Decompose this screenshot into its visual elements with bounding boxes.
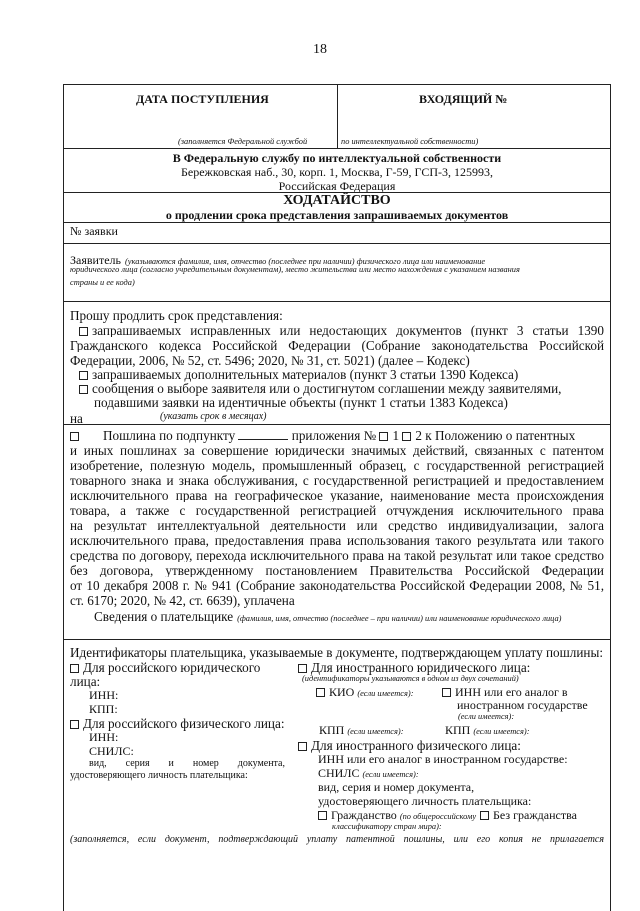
kpp-b-note: (если имеется): xyxy=(473,727,530,736)
checkbox-applicant-choice[interactable] xyxy=(79,385,88,394)
checkbox-appendix-1[interactable] xyxy=(379,432,388,441)
fee-line-1c: 1 xyxy=(392,428,400,443)
applicant-note-2: юридического лица (согласно учредительным документам), место жительства или место нахождения с указанием названия xyxy=(70,265,520,274)
applicant-note-1: (указываются фамилия, имя, отчество (последнее при наличии) физического лица или наименование xyxy=(124,257,486,266)
checkbox-foreign-person[interactable] xyxy=(298,742,307,751)
address-line-1: В Федеральную службу по интеллектуальной собственности xyxy=(172,151,502,165)
checkbox-corrected-docs[interactable] xyxy=(79,327,88,336)
request-option-3-line-2: подавшими заявки на идентичные объекты (пункт 1 статьи 1383 Кодекса) xyxy=(94,395,508,410)
ru-legal-kpp-label: КПП: xyxy=(89,702,118,716)
fee-line-4: товарного знака и знака обслуживания, с государственной регистрацией и предоставлением xyxy=(70,474,604,488)
fee-line-1d: 2 к Положению о патентных xyxy=(415,428,576,443)
inn-foreign-label: ИНН или его аналог в xyxy=(455,685,568,699)
inn-foreign-note: (если имеется): xyxy=(458,712,515,721)
ru-legal-label: Для российского юридического xyxy=(83,660,261,675)
fee-line-7: на результат интеллектуальной деятельности или средство индивидуализации, залога xyxy=(70,519,604,533)
request-intro: Прошу продлить срок представления: xyxy=(70,308,283,323)
payer-label: Сведения о плательщике xyxy=(94,609,234,624)
petition-title: ХОДАТАЙСТВО xyxy=(283,193,391,208)
fee-subparagraph-input[interactable] xyxy=(238,439,288,440)
ru-person-inn-label: ИНН: xyxy=(89,730,119,744)
checkbox-stateless[interactable] xyxy=(480,811,489,820)
fee-line-10: без договора, утвержденному постановлением Правительства Российской Федерации xyxy=(70,564,604,578)
foreign-person-doc-label-2: удостоверяющего личность плательщика: xyxy=(318,794,532,808)
kio-label: КИО xyxy=(329,685,355,699)
request-option-1-line-1: запрашиваемых исправленных или недостающих документов (пункт 3 статьи 1390 xyxy=(92,324,604,338)
ru-person-doc-label-2: удостоверяющего личность плательщика: xyxy=(70,770,248,781)
fee-line-3: изобретение, полезную модель, промышленный образец, с государственной регистрацией xyxy=(70,459,604,473)
kpp-a-label: КПП xyxy=(319,723,345,737)
kpp-b-label: КПП xyxy=(445,723,471,737)
ru-legal-label-2: лица: xyxy=(70,674,101,689)
fee-line-2: и иных пошлинах за совершение юридически значимых действий, связанных с патентом xyxy=(70,444,604,458)
inn-foreign-label-2: иностранном государстве xyxy=(457,698,588,712)
fee-line-1a: Пошлина по подпункту xyxy=(103,428,236,443)
stateless-label: Без гражданства xyxy=(493,808,577,822)
header-divider xyxy=(337,85,338,148)
checkbox-fee-paid[interactable] xyxy=(70,432,79,441)
footer-note: (заполняется, если документ, подтверждающий уплату патентной пошлины, или его копия не прилагается xyxy=(70,835,604,845)
checkbox-inn-foreign[interactable] xyxy=(442,688,451,697)
address-line-3: Российская Федерация xyxy=(278,179,396,193)
citizenship-note: (по общероссийскому xyxy=(399,812,477,821)
term-note: (указать срок в месяцах) xyxy=(160,411,267,422)
header-note-left: (заполняется Федеральной службой xyxy=(178,137,308,146)
checkbox-appendix-2[interactable] xyxy=(402,432,411,441)
term-prefix: на xyxy=(70,411,83,426)
foreign-legal-note: (идентификаторы указываются в одном из двух сочетаний) xyxy=(302,674,519,683)
ru-person-snils-label: СНИЛС: xyxy=(89,744,134,758)
ru-legal-inn-label: ИНН: xyxy=(89,688,119,702)
request-option-2: запрашиваемых дополнительных материалов (пункт 3 статьи 1390 Кодекса) xyxy=(92,367,519,382)
fee-line-9: средства по договору, перехода исключительного права на такой результат или такое средство xyxy=(70,549,604,563)
foreign-person-inn-label: ИНН или его аналог в иностранном государстве: xyxy=(318,752,568,766)
ru-person-label: Для российского физического лица: xyxy=(83,716,285,731)
foreign-person-snils-note: (если имеется): xyxy=(362,770,419,779)
header-note-right: по интеллектуальной собственности) xyxy=(341,137,479,146)
petition-form xyxy=(63,84,611,911)
foreign-person-doc-label-1: вид, серия и номер документа, xyxy=(318,780,475,794)
foreign-legal-label: Для иностранного юридического лица: xyxy=(311,660,531,675)
classifier-note: классификатору стран мира): xyxy=(332,822,442,831)
checkbox-ru-person[interactable] xyxy=(70,720,79,729)
applicant-note-3: страны и ее кода) xyxy=(70,278,135,287)
fee-line-11: от 10 декабря 2008 г. № 941 (Собрание законодательства Российской Федерации 2008, № 51, xyxy=(70,579,604,593)
checkbox-kio[interactable] xyxy=(316,688,325,697)
fee-line-1b: приложения № xyxy=(291,428,377,443)
checkbox-additional-materials[interactable] xyxy=(79,371,88,380)
identifiers-intro: Идентификаторы плательщика, указываемые в документе, подтверждающем уплату пошлины: xyxy=(70,645,603,660)
fee-line-6: товара, а также с государственной регистрацией отчуждения исключительного права xyxy=(70,504,604,518)
kio-note: (если имеется): xyxy=(357,689,414,698)
checkbox-citizenship[interactable] xyxy=(318,811,327,820)
request-option-1-line-2: Гражданского кодекса Российской Федерации (Собрание законодательства Российской xyxy=(70,339,604,353)
ru-person-doc-label-1: вид, серия и номер документа, xyxy=(89,759,285,769)
request-option-1-line-3: Федерации, 2006, № 52, ст. 5496; 2020, № 31, ст. 5021) (далее – Кодекс) xyxy=(70,353,470,368)
page-number: 18 xyxy=(313,42,327,57)
fee-line-8: исключительного права, предоставления права использования такого результата или такого xyxy=(70,534,604,548)
payer-note: (фамилия, имя, отчество (последнее – при наличии) или наименование юридического лица) xyxy=(237,614,562,623)
applicant-label: Заявитель xyxy=(70,253,121,267)
request-option-3-line-1: сообщения о выборе заявителя или о достигнутом соглашении между заявителями, xyxy=(92,381,562,396)
checkbox-ru-legal[interactable] xyxy=(70,664,79,673)
citizenship-label: Гражданство xyxy=(331,808,397,822)
foreign-person-label: Для иностранного физического лица: xyxy=(311,738,521,753)
incoming-number-label: ВХОДЯЩИЙ № xyxy=(419,92,508,106)
fee-line-5: исключительного права на географическое указание, наименование места происхождения xyxy=(70,489,604,503)
foreign-person-snils-label: СНИЛС xyxy=(318,766,360,780)
application-number-label: № заявки xyxy=(70,224,118,238)
checkbox-foreign-legal[interactable] xyxy=(298,664,307,673)
date-received-label: ДАТА ПОСТУПЛЕНИЯ xyxy=(136,92,269,106)
petition-subtitle: о продлении срока представления запрашиваемых документов xyxy=(165,208,509,222)
fee-line-12: ст. 6170; 2020, № 42, ст. 6639), уплачена xyxy=(70,593,295,608)
kpp-a-note: (если имеется): xyxy=(347,727,404,736)
address-line-2: Бережковская наб., 30, корп. 1, Москва, Г-59, ГСП-3, 125993, xyxy=(180,165,493,179)
